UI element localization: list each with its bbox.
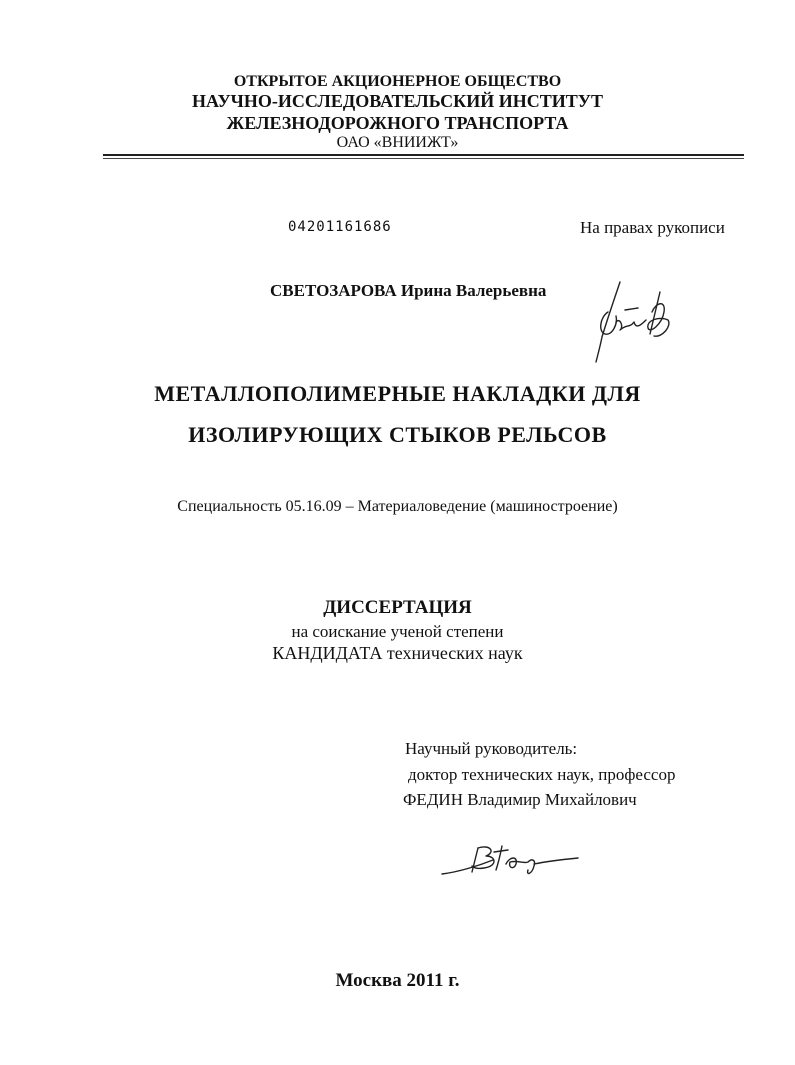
dissertation-heading: ДИССЕРТАЦИЯ	[323, 597, 472, 618]
supervisor-name: ФЕДИН Владимир Михайлович	[403, 790, 637, 809]
org-name-line-2: НАУЧНО-ИССЛЕДОВАТЕЛЬСКИЙ ИНСТИТУТ	[192, 91, 603, 111]
supervisor-label: Научный руководитель:	[405, 739, 578, 758]
registration-number: 04201161686	[288, 219, 392, 235]
degree-sought-line: на соискание ученой степени	[291, 622, 504, 641]
supervisor-signature-image	[438, 842, 583, 882]
dissertation-title-line-1: МЕТАЛЛОПОЛИМЕРНЫЕ НАКЛАДКИ ДЛЯ	[154, 381, 641, 406]
org-name-line-1: ОТКРЫТОЕ АКЦИОНЕРНОЕ ОБЩЕСТВО	[233, 73, 562, 90]
header-divider-thick	[103, 154, 744, 156]
dissertation-title-line-2: ИЗОЛИРУЮЩИХ СТЫКОВ РЕЛЬСОВ	[188, 422, 607, 447]
org-short-name: ОАО «ВНИИЖТ»	[336, 134, 459, 151]
org-name-line-3: ЖЕЛЕЗНОДОРОЖНОГО ТРАНСПОРТА	[226, 113, 569, 133]
degree-title-line: КАНДИДАТА технических наук	[272, 643, 523, 663]
header-divider-thin	[103, 158, 744, 159]
author-name: СВЕТОЗАРОВА Ирина Валерьевна	[270, 281, 547, 300]
author-signature-image	[590, 272, 680, 367]
specialty: Специальность 05.16.09 – Материаловедение (машиностроение)	[177, 498, 618, 515]
supervisor-degree: доктор технических наук, профессор	[408, 765, 676, 784]
rights-note: На правах рукописи	[580, 218, 725, 237]
city-year: Москва 2011 г.	[335, 970, 460, 991]
